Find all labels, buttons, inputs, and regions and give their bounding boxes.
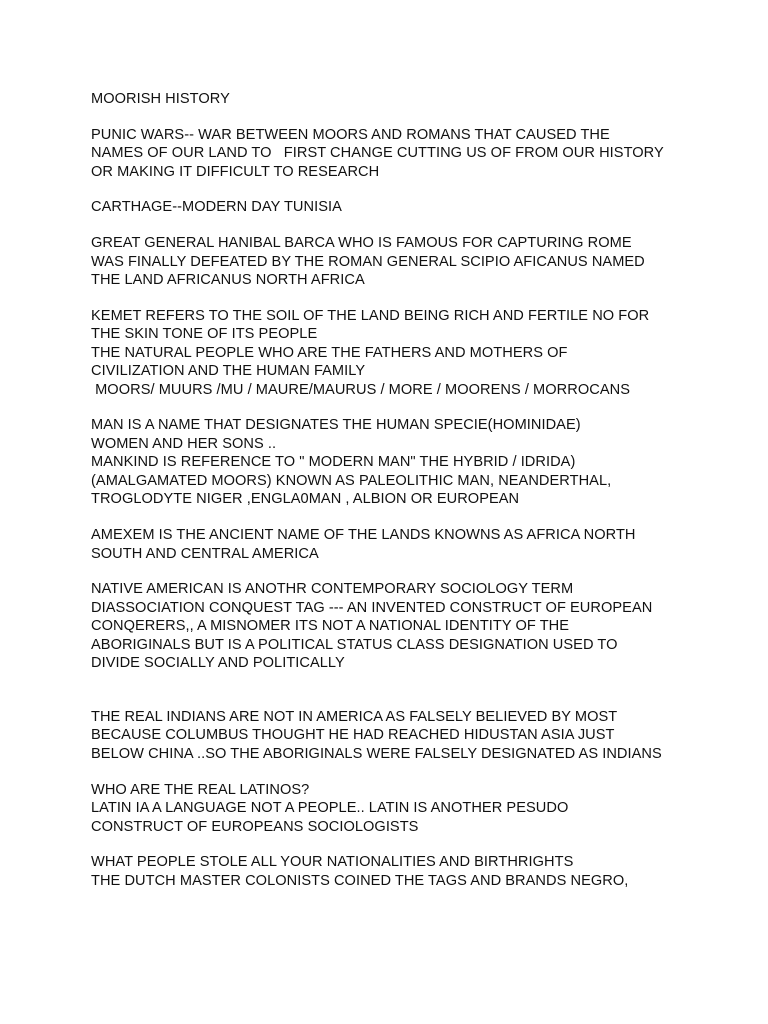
text-line: THE NATURAL PEOPLE WHO ARE THE FATHERS AND MOTHERS OF [91, 344, 568, 361]
paragraph-man [91, 416, 751, 509]
text-line: CARTHAGE--MODERN DAY TUNISIA [91, 199, 342, 216]
text-line: THE DUTCH MASTER COLONISTS COINED THE TAGS AND BRANDS NEGRO, [91, 872, 629, 889]
text-line: MOORS/ MUURS /MU / MAURE/MAURUS / MORE / MOORENS / MORROCANS [91, 381, 630, 398]
paragraph-birthrights [91, 853, 751, 890]
text-line: PUNIC WARS-- WAR BETWEEN MOORS AND ROMANS THAT CAUSED THE [91, 126, 610, 143]
title-line: MOORISH HISTORY [91, 91, 230, 107]
text-line: CONQERERS,, A MISNOMER ITS NOT A NATIONAL IDENTITY OF THE [91, 618, 570, 635]
paragraph-hanibal [91, 234, 751, 290]
text-line: TROGLODYTE NIGER ,ENGLA0MAN , ALBION OR EUROPEAN [91, 491, 520, 508]
text-line: SOUTH AND CENTRAL AMERICA [91, 545, 319, 562]
text-line: WHO ARE THE REAL LATINOS? [91, 781, 310, 798]
document-title [91, 90, 751, 109]
paragraph-native-american [91, 580, 751, 673]
text-line: BELOW CHINA ..SO THE ABORIGINALS WERE FALSELY DESIGNATED AS INDIANS [91, 745, 662, 762]
text-line: MANKIND IS REFERENCE TO " MODERN MAN" THE HYBRID / IDRIDA) [91, 454, 576, 471]
document-body [91, 90, 751, 907]
text-line: NATIVE AMERICAN IS ANOTHR CONTEMPORARY SOCIOLOGY TERM [91, 581, 574, 598]
paragraph-amexem [91, 526, 751, 563]
text-line: WOMEN AND HER SONS .. [91, 435, 277, 452]
paragraph-punic-wars [91, 126, 751, 182]
text-line: CONSTRUCT OF EUROPEANS SOCIOLOGISTS [91, 818, 419, 835]
paragraph-latinos [91, 781, 751, 837]
text-line: KEMET REFERS TO THE SOIL OF THE LAND BEING RICH AND FERTILE NO FOR [91, 307, 650, 324]
text-line: GREAT GENERAL HANIBAL BARCA WHO IS FAMOUS FOR CAPTURING ROME [91, 235, 632, 252]
text-line: NAMES OF OUR LAND TO FIRST CHANGE CUTTING US OF FROM OUR HISTORY [91, 145, 664, 162]
paragraph-carthage [91, 198, 751, 217]
text-line: WAS FINALLY DEFEATED BY THE ROMAN GENERAL SCIPIO AFICANUS NAMED [91, 253, 645, 270]
text-line: THE LAND AFRICANUS NORTH AFRICA [91, 272, 365, 289]
text-line: OR MAKING IT DIFFICULT TO RESEARCH [91, 163, 380, 180]
paragraph-real-indians [91, 708, 751, 764]
text-line: WHAT PEOPLE STOLE ALL YOUR NATIONALITIES AND BIRTHRIGHTS [91, 854, 574, 871]
text-line: BECAUSE COLUMBUS THOUGHT HE HAD REACHED HIDUSTAN ASIA JUST [91, 727, 615, 744]
text-line: CIVILIZATION AND THE HUMAN FAMILY [91, 363, 366, 380]
text-line: MAN IS A NAME THAT DESIGNATES THE HUMAN SPECIE(HOMINIDAE) [91, 417, 581, 434]
text-line: (AMALGAMATED MOORS) KNOWN AS PALEOLITHIC MAN, NEANDERTHAL, [91, 472, 612, 489]
text-line: DIASSOCIATION CONQUEST TAG --- AN INVENTED CONSTRUCT OF EUROPEAN [91, 599, 653, 616]
text-line: THE SKIN TONE OF ITS PEOPLE [91, 326, 318, 343]
text-line: DIVIDE SOCIALLY AND POLITICALLY [91, 655, 345, 672]
text-line: ABORIGINALS BUT IS A POLITICAL STATUS CLASS DESIGNATION USED TO [91, 636, 618, 653]
text-line: THE REAL INDIANS ARE NOT IN AMERICA AS FALSELY BELIEVED BY MOST [91, 708, 618, 725]
text-line: LATIN IA A LANGUAGE NOT A PEOPLE.. LATIN IS ANOTHER PESUDO [91, 800, 569, 816]
text-line: AMEXEM IS THE ANCIENT NAME OF THE LANDS KNOWNS AS AFRICA NORTH [91, 527, 636, 544]
paragraph-kemet [91, 307, 751, 400]
